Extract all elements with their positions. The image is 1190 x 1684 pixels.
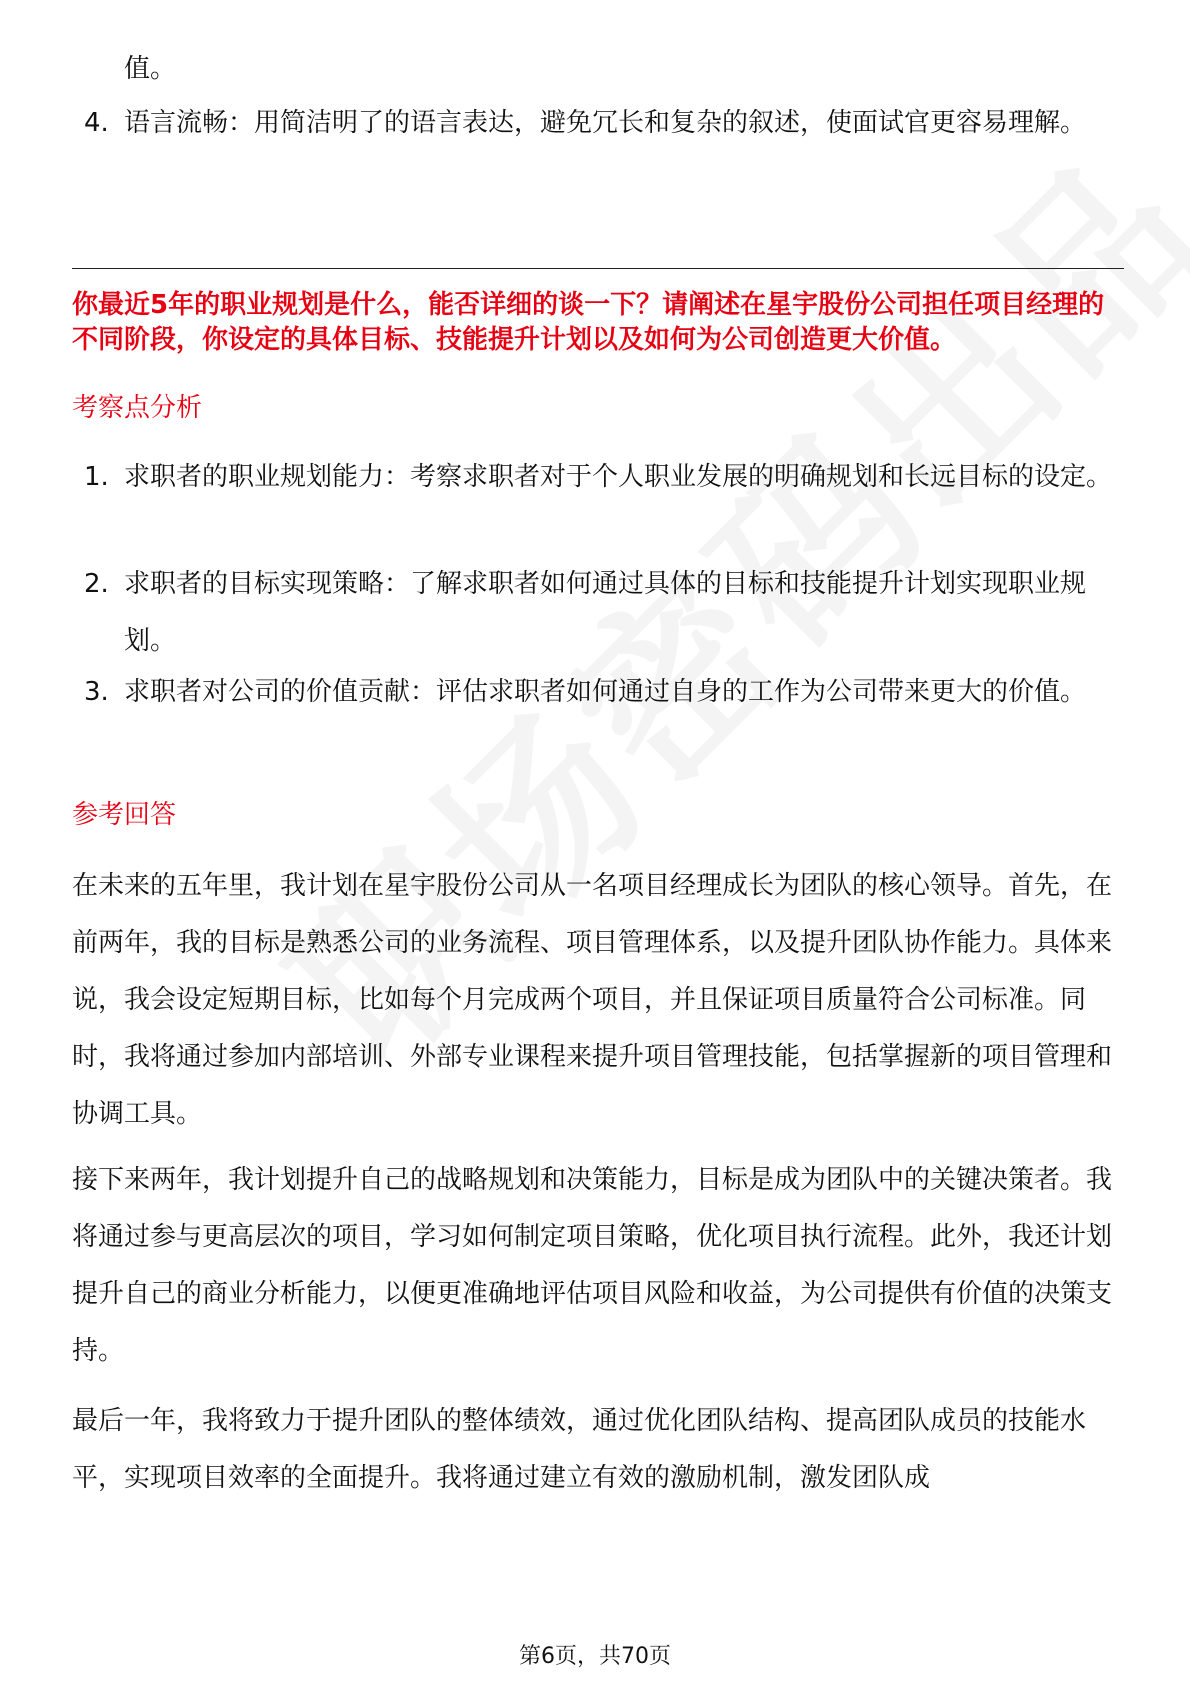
answer-paragraph-3: 最后一年，我将致力于提升团队的整体绩效，通过优化团队结构、提高团队成员的技能水平，实现项目效率的全面提升。我将通过建立有效的激励机制，激发团队成 [72, 1406, 1087, 1493]
list-item-number: 1. [84, 462, 109, 492]
list-item-continuation [84, 41, 1124, 98]
list-item-4 [84, 95, 1124, 152]
page-footer: 第6页，共70页 [519, 1644, 671, 1669]
list-item-text: 值。 [124, 54, 177, 84]
list-item-text: 语言流畅：用简洁明了的语言表达，避免冗长和复杂的叙述，使面试官更容易理解。 [124, 108, 1087, 138]
answer-heading: 参考回答 [72, 800, 177, 830]
list-item-text: 求职者对公司的价值贡献：评估求职者如何通过自身的工作为公司带来更大的价值。 [124, 677, 1087, 707]
section-divider [72, 268, 1124, 269]
answer-paragraph-2: 接下来两年，我计划提升自己的战略规划和决策能力，目标是成为团队中的关键决策者。我将通过参与更高层次的项目，学习如何制定项目策略，优化项目执行流程。此外，我还计划提升自己的商业分析能力，以便更准确地评估项目风险和收益，为公司提供有价值的决策支持。 [72, 1165, 1113, 1366]
analysis-heading: 考察点分析 [72, 393, 203, 423]
list-item-number: 3. [84, 677, 109, 707]
answer-paragraph-1: 在未来的五年里，我计划在星宇股份公司从一名项目经理成长为团队的核心领导。首先，在前两年，我的目标是熟悉公司的业务流程、项目管理体系，以及提升团队协作能力。具体来说，我会设定短期目标，比如每个月完成两个项目，并且保证项目质量符合公司标准。同时，我将通过参加内部培训、外部专业课程来提升项目管理技能，包括掌握新的项目管理和协调工具。 [72, 871, 1113, 1129]
list-item-text: 求职者的目标实现策略：了解求职者如何通过具体的目标和技能提升计划实现职业规划。 [124, 569, 1087, 656]
list-item-text: 求职者的职业规划能力：考察求职者对于个人职业发展的明确规划和长远目标的设定。 [124, 462, 1113, 492]
interview-question: 你最近5年的职业规划是什么，能否详细的谈一下？请阐述在星宇股份公司担任项目经理的不同阶段，你设定的具体目标、技能提升计划以及如何为公司创造更大价值。 [72, 290, 1105, 355]
list-item-number: 4. [84, 108, 109, 138]
analysis-item-3 [84, 664, 1124, 721]
analysis-item-1 [84, 449, 1124, 506]
list-item-number: 2. [84, 569, 109, 599]
analysis-item-2 [84, 556, 1124, 670]
